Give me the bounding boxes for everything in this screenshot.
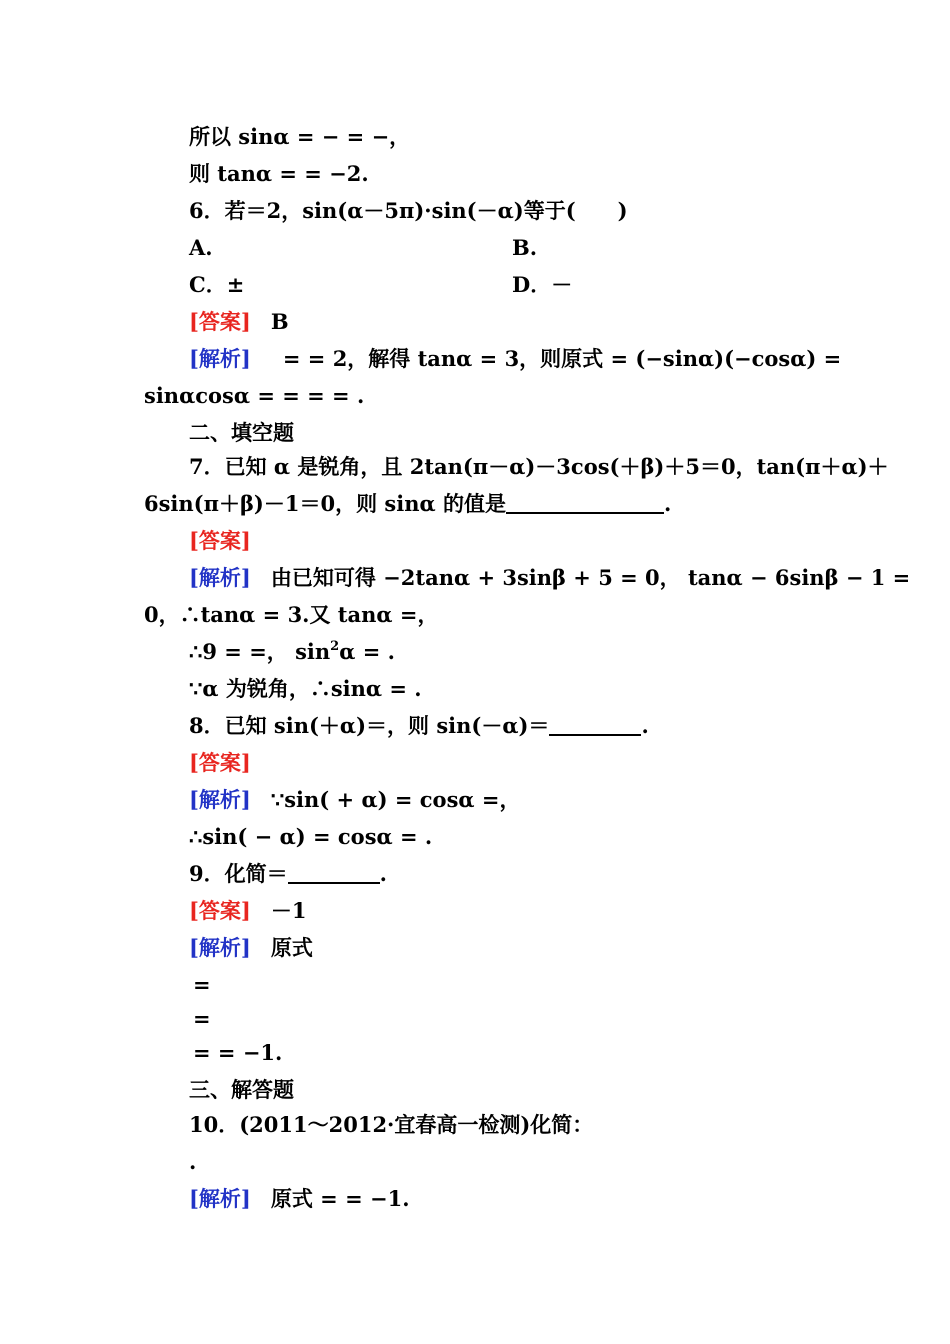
solution-tag: [解析] — [189, 787, 251, 812]
options-cd — [189, 270, 244, 300]
solution-10: [解析] 原式 = = −1. — [189, 1186, 410, 1211]
answer-blank — [506, 492, 664, 514]
question-6: 6．若＝2，sin(α－5π)·sin(－α)等于( ) — [189, 198, 628, 223]
answer-tag: [答案] — [189, 750, 251, 775]
option-b: B. — [512, 235, 538, 260]
question-7: 7．已知 α 是锐角，且 2tan(π－α)－3cos(＋β)＋5＝0，tan(π＋α)＋ — [189, 454, 889, 479]
section-answer-questions: 三、解答题 — [189, 1077, 294, 1102]
solution-6: [解析] = = 2，解得 tanα = 3，则原式 = (−sinα)(−cosα) = — [189, 346, 842, 371]
question-10-expr: . — [189, 1149, 197, 1174]
solution-9-step2: = — [193, 1006, 211, 1031]
solution-7-end: ∵α 为锐角，∴sinα = . — [189, 676, 422, 701]
solution-7: [解析] 由已知可得 −2tanα + 3sinβ + 5 = 0， tanα − 6sinβ − 1 = — [189, 565, 911, 590]
solution-9-step1: = — [193, 972, 211, 997]
solution-tag: [解析] — [189, 1186, 251, 1211]
answer-8 — [189, 748, 251, 778]
question-10: 10．(2011～2012·宜春高一检测)化简： — [189, 1112, 594, 1137]
answer-tag: [答案] — [189, 528, 251, 553]
answer-6: [答案] B — [189, 309, 289, 334]
question-9: 9．化简＝ . — [189, 861, 387, 886]
question-7-cont: 6sin(π＋β)－1＝0，则 sinα 的值是 . — [144, 491, 672, 516]
option-c: C．± — [189, 272, 245, 297]
solution-tag: [解析] — [189, 346, 251, 371]
option-d: D．－ — [512, 272, 573, 297]
options-ab — [189, 233, 213, 263]
option-a: A. — [189, 235, 213, 260]
solution-9: [解析] 原式 — [189, 935, 313, 960]
solution-tag: [解析] — [189, 565, 251, 590]
solution-7-step: ∴9 = =， $\sin^2\alpha$ = . — [189, 639, 395, 664]
answer-tag: [答案] — [189, 309, 251, 334]
solution-7-cont: 0，∴tanα = 3.又 tanα =， — [144, 602, 439, 627]
question-8: 8．已知 sin(＋α)＝，则 sin(－α)＝ . — [189, 713, 649, 738]
solution-9-end: = = −1. — [193, 1040, 283, 1065]
tan-alpha-line: 则 tanα = = −2. — [189, 161, 369, 186]
solution-8: [解析] ∵sin( + α) = cosα =， — [189, 787, 521, 812]
answer-tag: [答案] — [189, 898, 251, 923]
solution-8-end: ∴sin( − α) = cosα = . — [189, 824, 433, 849]
answer-blank — [549, 714, 641, 736]
solution-6-cont: sinαcosα = = = = . — [144, 383, 365, 408]
solution-tag: [解析] — [189, 935, 251, 960]
answer-blank — [288, 862, 380, 884]
section-fill-blank: 二、填空题 — [189, 420, 294, 445]
answer-9: [答案] －1 — [189, 898, 307, 923]
answer-7 — [189, 526, 251, 556]
sin-alpha-line: 所以 sinα = − = −， — [189, 124, 411, 149]
